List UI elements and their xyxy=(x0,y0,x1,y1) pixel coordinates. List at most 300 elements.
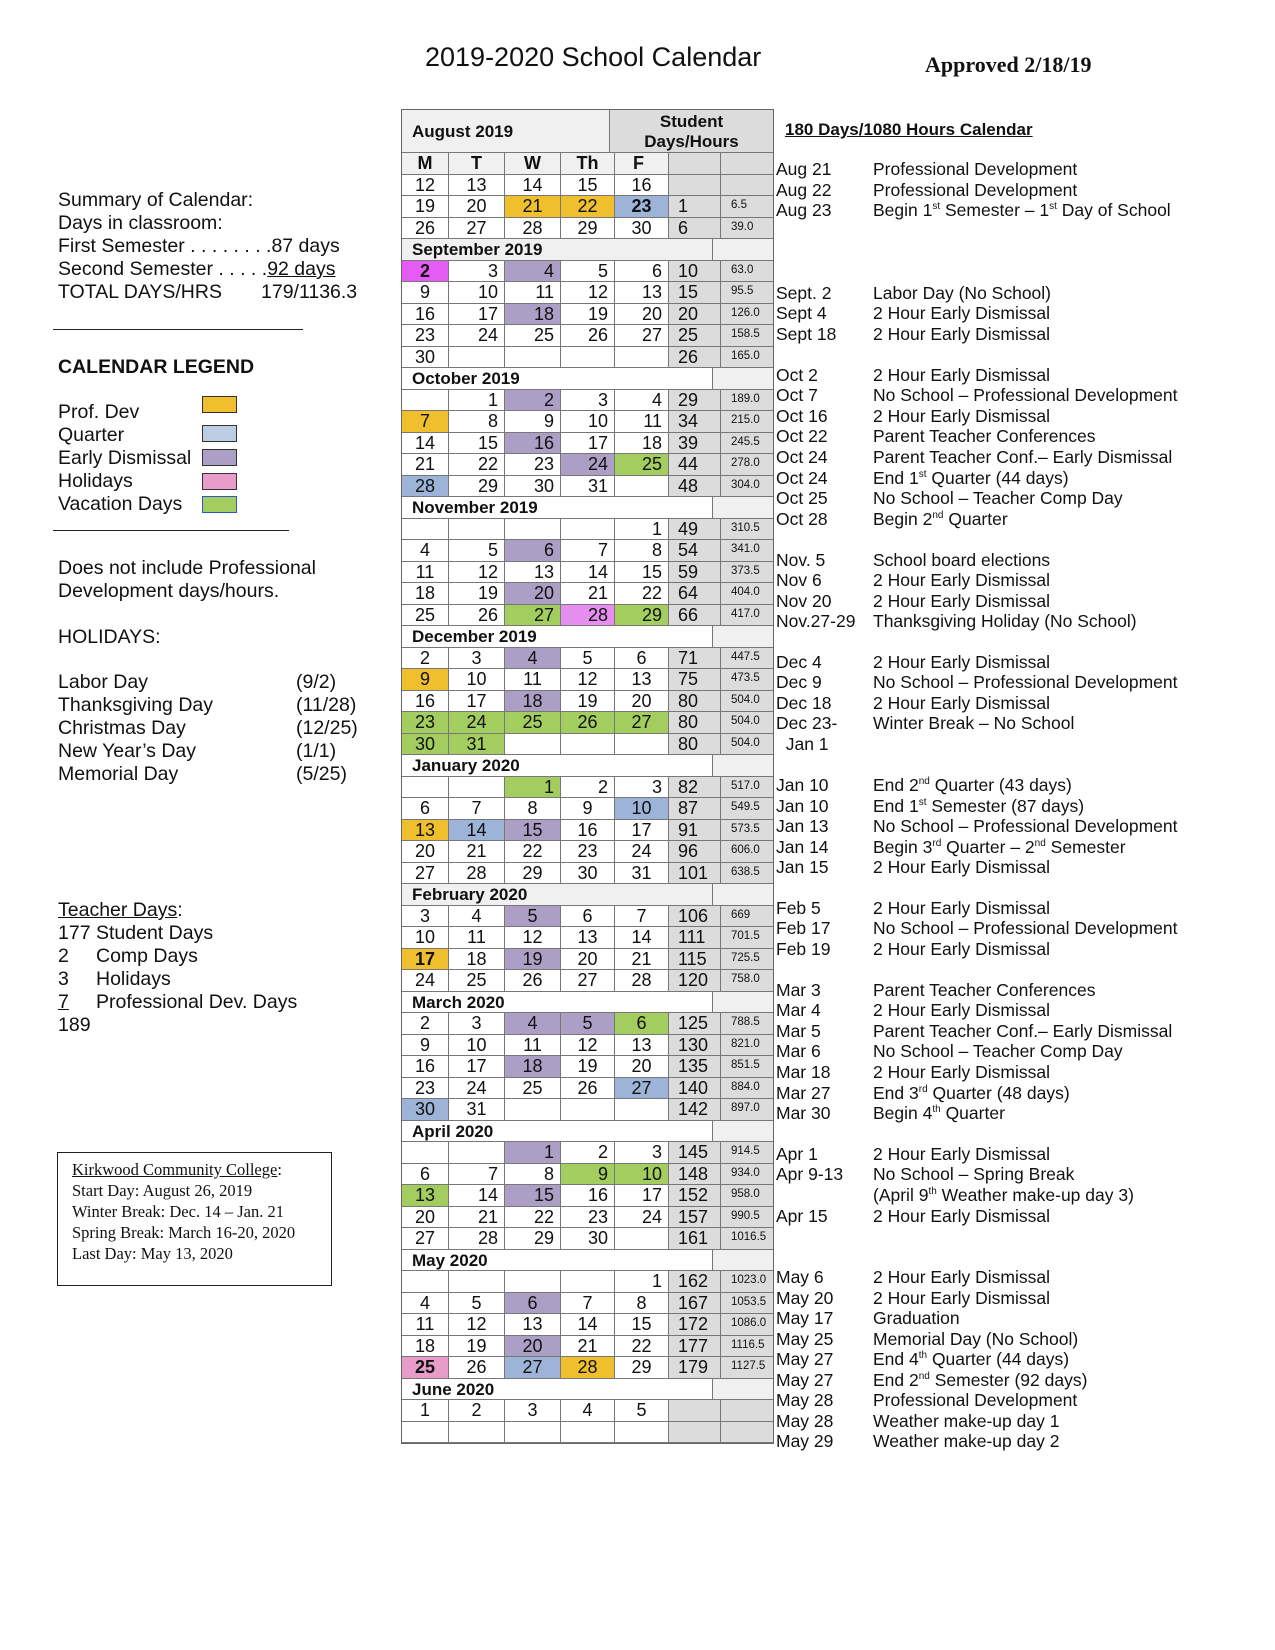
student-day-count: 80 xyxy=(669,712,721,733)
student-day-count: 71 xyxy=(669,648,721,669)
month-header-hours-blank xyxy=(712,1379,773,1400)
day-cell: 16 xyxy=(402,1056,449,1077)
label: Student Days xyxy=(96,922,214,944)
event-description: No School – Teacher Comp Day xyxy=(873,1041,1123,1061)
event-description: No School – Teacher Comp Day xyxy=(873,488,1123,508)
day-cell: 27 xyxy=(561,970,615,991)
event-item xyxy=(776,1329,1079,1350)
month-header-hours-blank xyxy=(712,368,773,389)
day-cell xyxy=(561,1422,615,1443)
week-row xyxy=(402,175,773,197)
month-header-hours-blank xyxy=(712,626,773,647)
week-row xyxy=(402,1336,773,1358)
day-cell: 11 xyxy=(505,1035,561,1056)
week-row xyxy=(402,970,773,992)
event-item xyxy=(776,1103,1005,1124)
day-cell: 22 xyxy=(561,196,615,217)
student-hours: 404.0 xyxy=(721,583,773,604)
event-description: 2 Hour Early Dismissal xyxy=(873,1206,1050,1226)
event-date: Jan 14 xyxy=(776,837,829,857)
event-description: Parent Teacher Conf.– Early Dismissal xyxy=(873,447,1173,467)
second-semester-line xyxy=(58,258,336,281)
month-name: September 2019 xyxy=(402,239,712,260)
event-date: Feb 5 xyxy=(776,898,821,918)
week-row xyxy=(402,648,773,670)
week-row xyxy=(402,1078,773,1100)
day-cell: 15 xyxy=(505,820,561,841)
day-cell: 26 xyxy=(561,712,615,733)
student-hours: 63.0 xyxy=(721,261,773,282)
event-item xyxy=(776,1164,1075,1185)
event-item xyxy=(776,509,1008,530)
month-name: October 2019 xyxy=(402,368,712,389)
day-cell: 29 xyxy=(615,605,669,626)
event-date: Apr 1 xyxy=(776,1144,818,1164)
day-cell: 19 xyxy=(402,196,449,217)
student-day-count: 162 xyxy=(669,1271,721,1292)
note-line-1: Does not include Professional xyxy=(58,557,316,579)
day-cell xyxy=(615,1422,669,1443)
event-date: Mar 27 xyxy=(776,1083,831,1103)
holiday-date: (11/28) xyxy=(296,694,357,716)
student-day-count: 115 xyxy=(669,949,721,970)
second-semester-label: Second Semester . . . . . xyxy=(58,258,268,280)
legend-item-vacation xyxy=(58,493,182,516)
week-row xyxy=(402,261,773,283)
event-description: End 4th Quarter (44 days) xyxy=(873,1349,1070,1369)
day-cell: 3 xyxy=(449,261,505,282)
month-header xyxy=(402,497,773,519)
event-item xyxy=(776,734,829,755)
student-hours: 758.0 xyxy=(721,970,773,991)
event-date: Aug 21 xyxy=(776,159,832,179)
note-line-2: Development days/hours. xyxy=(58,580,280,602)
student-day-count: 64 xyxy=(669,583,721,604)
student-day-count: 6 xyxy=(669,218,721,239)
day-cell: 22 xyxy=(505,1207,561,1228)
day-cell: 14 xyxy=(505,175,561,196)
event-item xyxy=(776,1206,1050,1227)
month-name: March 2020 xyxy=(402,992,712,1013)
event-date: Oct 28 xyxy=(776,509,828,529)
day-cell: 8 xyxy=(505,1164,561,1185)
day-cell xyxy=(402,777,449,798)
day-cell: 19 xyxy=(561,304,615,325)
day-cell: 3 xyxy=(449,1013,505,1034)
event-item xyxy=(776,591,1050,612)
day-cell: 6 xyxy=(505,1293,561,1314)
student-hours: 504.0 xyxy=(721,691,773,712)
day-cell: 6 xyxy=(615,648,669,669)
day-cell: 24 xyxy=(615,1207,669,1228)
day-cell: 16 xyxy=(505,433,561,454)
event-date: May 6 xyxy=(776,1267,824,1287)
legend-label: Quarter xyxy=(58,424,125,446)
day-cell: 27 xyxy=(505,1357,561,1378)
day-cell xyxy=(615,347,669,368)
kirkwood-spring: Spring Break: March 16-20, 2020 xyxy=(72,1223,296,1242)
day-cell: 5 xyxy=(561,1013,615,1034)
student-day-count: 91 xyxy=(669,820,721,841)
event-date: Dec 18 xyxy=(776,693,832,713)
event-description: Graduation xyxy=(873,1308,960,1328)
event-item xyxy=(776,1390,1078,1411)
student-day-count: 26 xyxy=(669,347,721,368)
event-date: Dec 4 xyxy=(776,652,822,672)
kirkwood-last: Last Day: May 13, 2020 xyxy=(72,1244,233,1263)
day-cell: 27 xyxy=(615,325,669,346)
student-day-count: 66 xyxy=(669,605,721,626)
week-row xyxy=(402,1164,773,1186)
event-description: Winter Break – No School xyxy=(873,713,1075,733)
day-cell: 16 xyxy=(402,304,449,325)
event-description: Professional Development xyxy=(873,180,1078,200)
day-cell: 16 xyxy=(615,175,669,196)
student-hours: 725.5 xyxy=(721,949,773,970)
day-cell: 2 xyxy=(561,1142,615,1163)
first-semester-line xyxy=(58,235,340,258)
day-cell: 15 xyxy=(505,1185,561,1206)
student-day-count: 111 xyxy=(669,927,721,948)
day-cell: 17 xyxy=(561,433,615,454)
day-cell xyxy=(505,734,561,755)
day-cell: 31 xyxy=(561,476,615,497)
event-description: End 3rd Quarter (48 days) xyxy=(873,1083,1070,1103)
event-date: May 17 xyxy=(776,1308,834,1328)
week-row xyxy=(402,798,773,820)
event-date: Sept 18 xyxy=(776,324,837,344)
day-cell: 2 xyxy=(449,1400,505,1421)
day-cell: 11 xyxy=(402,562,449,583)
day-cell: 13 xyxy=(615,669,669,690)
day-cell: 18 xyxy=(505,1056,561,1077)
week-row xyxy=(402,304,773,326)
day-cell: 25 xyxy=(505,712,561,733)
day-cell: 5 xyxy=(505,906,561,927)
event-date: Nov. 5 xyxy=(776,550,826,570)
total-label: TOTAL DAYS/HRS xyxy=(58,281,222,303)
week-row xyxy=(402,1056,773,1078)
day-cell: 14 xyxy=(402,433,449,454)
month-name: April 2020 xyxy=(402,1121,712,1142)
event-description: End 2nd Quarter (43 days) xyxy=(873,775,1072,795)
day-cell: 22 xyxy=(615,583,669,604)
day-cell: 13 xyxy=(505,1314,561,1335)
day-cell xyxy=(561,347,615,368)
day-cell: 3 xyxy=(505,1400,561,1421)
week-row xyxy=(402,476,773,498)
holidays-title: HOLIDAYS: xyxy=(58,626,161,648)
day-cell xyxy=(449,347,505,368)
day-cell: 4 xyxy=(402,540,449,561)
student-day-count: 1 xyxy=(669,196,721,217)
event-description: End 1st Quarter (44 days) xyxy=(873,468,1069,488)
event-date: Nov 20 xyxy=(776,591,832,611)
day-cell xyxy=(561,734,615,755)
day-cell: 19 xyxy=(561,691,615,712)
day-cell: 9 xyxy=(402,669,449,690)
day-cell: 3 xyxy=(615,1142,669,1163)
week-row xyxy=(402,282,773,304)
legend-item-prof-dev xyxy=(58,401,139,424)
day-cell: 10 xyxy=(402,927,449,948)
legend-swatch-quarter xyxy=(202,425,237,442)
day-cell: 18 xyxy=(505,691,561,712)
event-date: Nov.27-29 xyxy=(776,611,856,631)
dow-count-blank xyxy=(669,153,721,174)
page-title: 2019-2020 School Calendar xyxy=(425,42,762,72)
week-row xyxy=(402,927,773,949)
event-date: Apr 15 xyxy=(776,1206,828,1226)
event-date: May 29 xyxy=(776,1431,834,1451)
legend-swatch-holidays xyxy=(202,473,237,490)
legend-label: Prof. Dev xyxy=(58,401,140,423)
legend-item-holidays xyxy=(58,470,133,493)
dow-thu: Th xyxy=(561,153,615,174)
student-hours: 95.5 xyxy=(721,282,773,303)
student-hours: 958.0 xyxy=(721,1185,773,1206)
week-row xyxy=(402,820,773,842)
day-cell: 7 xyxy=(561,1293,615,1314)
day-cell: 27 xyxy=(402,863,449,884)
student-hours: 215.0 xyxy=(721,411,773,432)
event-description: 2 Hour Early Dismissal xyxy=(873,570,1050,590)
event-item xyxy=(776,1000,1050,1021)
event-item xyxy=(776,550,1051,571)
day-cell: 11 xyxy=(402,1314,449,1335)
student-hours: 1023.0 xyxy=(721,1271,773,1292)
day-cell xyxy=(449,777,505,798)
day-cell: 4 xyxy=(449,906,505,927)
day-cell: 4 xyxy=(505,648,561,669)
event-item xyxy=(776,816,1178,837)
student-hours xyxy=(721,175,773,196)
day-cell: 12 xyxy=(561,1035,615,1056)
day-cell: 15 xyxy=(615,562,669,583)
week-row xyxy=(402,734,773,756)
student-day-count: 96 xyxy=(669,841,721,862)
day-cell: 15 xyxy=(449,433,505,454)
dow-mon: M xyxy=(402,153,449,174)
student-hours: 821.0 xyxy=(721,1035,773,1056)
event-item xyxy=(776,1308,960,1329)
event-item xyxy=(776,652,1050,673)
day-cell xyxy=(505,1422,561,1443)
event-description: Begin 4th Quarter xyxy=(873,1103,1005,1123)
event-description: 2 Hour Early Dismissal xyxy=(873,1000,1050,1020)
week-row xyxy=(402,433,773,455)
event-description: Weather make-up day 1 xyxy=(873,1411,1060,1431)
event-date: Sept. 2 xyxy=(776,283,832,303)
holiday-item xyxy=(58,740,368,763)
event-description: School board elections xyxy=(873,550,1051,570)
day-cell: 25 xyxy=(505,325,561,346)
day-cell: 28 xyxy=(505,218,561,239)
day-cell: 4 xyxy=(561,1400,615,1421)
student-hours: 341.0 xyxy=(721,540,773,561)
day-cell: 24 xyxy=(449,712,505,733)
day-cell: 18 xyxy=(402,1336,449,1357)
day-cell: 10 xyxy=(449,669,505,690)
week-row xyxy=(402,1293,773,1315)
event-description: Professional Development xyxy=(873,1390,1078,1410)
event-description: 2 Hour Early Dismissal xyxy=(873,857,1050,877)
day-cell: 22 xyxy=(615,1336,669,1357)
day-cell xyxy=(449,1142,505,1163)
event-description: Weather make-up day 2 xyxy=(873,1431,1060,1451)
event-item xyxy=(776,283,1051,304)
day-cell: 28 xyxy=(402,476,449,497)
week-row xyxy=(402,1142,773,1164)
week-row xyxy=(402,390,773,412)
day-cell xyxy=(615,476,669,497)
teacher-days-item xyxy=(58,968,171,991)
day-cell: 30 xyxy=(561,1228,615,1249)
day-cell: 5 xyxy=(449,540,505,561)
day-cell: 23 xyxy=(402,325,449,346)
day-cell: 7 xyxy=(615,906,669,927)
event-item xyxy=(776,324,1050,345)
day-cell: 6 xyxy=(615,1013,669,1034)
event-item xyxy=(776,1062,1050,1083)
student-day-count: 54 xyxy=(669,540,721,561)
day-cell: 21 xyxy=(615,949,669,970)
event-description: Begin 1st Semester – 1st Day of School xyxy=(873,200,1171,220)
day-cell xyxy=(561,519,615,540)
day-cell: 8 xyxy=(449,411,505,432)
day-cell: 26 xyxy=(449,605,505,626)
student-hours: 126.0 xyxy=(721,304,773,325)
month-header xyxy=(402,1379,773,1401)
day-cell: 5 xyxy=(449,1293,505,1314)
holiday-date: (12/25) xyxy=(296,717,358,739)
day-cell: 24 xyxy=(449,1078,505,1099)
event-description: 2 Hour Early Dismissal xyxy=(873,591,1050,611)
week-row xyxy=(402,196,773,218)
day-cell: 17 xyxy=(449,691,505,712)
holiday-date: (1/1) xyxy=(296,740,337,762)
week-row xyxy=(402,1207,773,1229)
student-day-count: 48 xyxy=(669,476,721,497)
day-cell xyxy=(505,1099,561,1120)
day-cell: 27 xyxy=(449,218,505,239)
month-header-hours-blank xyxy=(712,1121,773,1142)
day-cell: 18 xyxy=(402,583,449,604)
event-item xyxy=(776,200,1171,221)
legend-label: Holidays xyxy=(58,470,133,492)
student-day-count xyxy=(669,175,721,196)
day-cell: 23 xyxy=(505,454,561,475)
events-title: 180 Days/1080 Hours Calendar xyxy=(785,120,1033,139)
day-cell: 13 xyxy=(561,927,615,948)
legend-item-quarter xyxy=(58,424,124,447)
calendar-header xyxy=(402,110,773,153)
day-cell: 20 xyxy=(449,196,505,217)
week-row xyxy=(402,454,773,476)
day-cell: 9 xyxy=(402,282,449,303)
day-cell: 6 xyxy=(402,798,449,819)
day-cell: 8 xyxy=(505,798,561,819)
event-item xyxy=(776,1021,1173,1042)
event-description: 2 Hour Early Dismissal xyxy=(873,1062,1050,1082)
event-description: Professional Development xyxy=(873,159,1078,179)
day-cell: 16 xyxy=(561,1185,615,1206)
day-cell: 8 xyxy=(615,540,669,561)
event-description: No School – Professional Development xyxy=(873,816,1178,836)
event-description: 2 Hour Early Dismissal xyxy=(873,324,1050,344)
student-hours: 39.0 xyxy=(721,218,773,239)
event-date: Feb 17 xyxy=(776,918,831,938)
day-cell: 17 xyxy=(449,1056,505,1077)
event-item xyxy=(776,303,1050,324)
first-semester-label: First Semester . . . . . . . . xyxy=(58,235,272,257)
month-header-hours-blank xyxy=(712,884,773,905)
kirkwood-winter: Winter Break: Dec. 14 – Jan. 21 xyxy=(72,1202,284,1221)
week-row xyxy=(402,325,773,347)
event-item xyxy=(776,180,1078,201)
holiday-date: (9/2) xyxy=(296,671,337,693)
day-cell: 17 xyxy=(615,1185,669,1206)
day-cell: 19 xyxy=(449,1336,505,1357)
student-hours: 304.0 xyxy=(721,476,773,497)
month-header-hours-blank xyxy=(712,755,773,776)
day-cell: 20 xyxy=(505,1336,561,1357)
day-cell: 13 xyxy=(449,175,505,196)
day-cell xyxy=(402,1422,449,1443)
label: Professional Dev. Days xyxy=(96,991,298,1013)
student-hours: 701.5 xyxy=(721,927,773,948)
day-cell: 11 xyxy=(449,927,505,948)
day-cell: 20 xyxy=(615,304,669,325)
day-cell: 1 xyxy=(615,1271,669,1292)
day-cell: 29 xyxy=(449,476,505,497)
day-cell: 26 xyxy=(402,218,449,239)
event-description: 2 Hour Early Dismissal xyxy=(873,693,1050,713)
student-day-count: 39 xyxy=(669,433,721,454)
week-row xyxy=(402,1099,773,1121)
day-cell xyxy=(561,1271,615,1292)
day-cell: 21 xyxy=(449,841,505,862)
day-cell: 9 xyxy=(402,1035,449,1056)
student-day-count: 29 xyxy=(669,390,721,411)
event-date: May 25 xyxy=(776,1329,834,1349)
day-cell: 2 xyxy=(402,1013,449,1034)
day-cell: 6 xyxy=(402,1164,449,1185)
student-day-count: 15 xyxy=(669,282,721,303)
day-cell xyxy=(402,1142,449,1163)
event-description: No School – Professional Development xyxy=(873,385,1178,405)
student-hours: 990.5 xyxy=(721,1207,773,1228)
day-cell: 13 xyxy=(615,1035,669,1056)
event-item xyxy=(776,488,1123,509)
count: 7 xyxy=(58,991,69,1013)
day-cell: 10 xyxy=(561,411,615,432)
day-cell: 19 xyxy=(561,1056,615,1077)
day-cell: 12 xyxy=(402,175,449,196)
student-hours: 245.5 xyxy=(721,433,773,454)
count: 3 xyxy=(58,968,69,990)
event-item xyxy=(776,611,1137,632)
event-description: Begin 3rd Quarter – 2nd Semester xyxy=(873,837,1126,857)
day-cell: 2 xyxy=(561,777,615,798)
label: Holidays xyxy=(96,968,171,990)
day-cell xyxy=(402,1271,449,1292)
day-cell: 11 xyxy=(505,282,561,303)
week-row xyxy=(402,949,773,971)
day-cell: 26 xyxy=(505,970,561,991)
student-day-count: 152 xyxy=(669,1185,721,1206)
day-cell: 13 xyxy=(505,562,561,583)
